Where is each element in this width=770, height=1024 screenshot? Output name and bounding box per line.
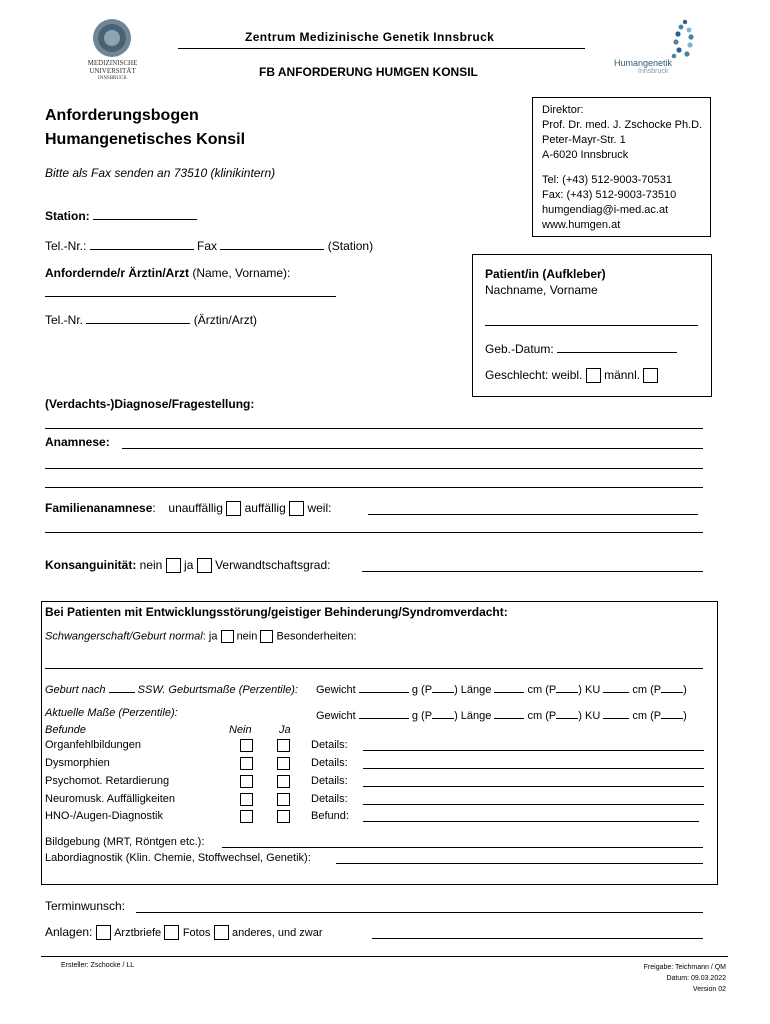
patient-title: Patient/in (Aufkleber) <box>485 267 606 281</box>
birth-ku-label: KU <box>584 684 601 696</box>
attachments-photos-label: Fotos <box>182 927 211 939</box>
consanguinity-degree-field[interactable] <box>362 571 703 572</box>
current-ku-unit: cm (P <box>632 710 662 722</box>
imaging-field[interactable] <box>222 847 703 848</box>
birth-ku-unit: cm (P <box>632 684 662 696</box>
finding-detail-label: Befund: <box>311 810 349 822</box>
current-length-label: Länge <box>460 710 492 722</box>
title-line-2: Humangenetisches Konsil <box>45 131 246 148</box>
station-fax-field[interactable] <box>220 238 324 250</box>
finding-detail-field[interactable] <box>363 804 704 805</box>
requester-row <box>45 266 290 280</box>
anamnese-field-2[interactable] <box>45 468 703 469</box>
patient-male-label: männl. <box>604 368 641 382</box>
pregnancy-special-label: Besonderheiten: <box>276 630 357 643</box>
patient-dob-label: Geb.-Datum: <box>485 342 554 356</box>
director-tel: Tel: (+43) 512-9003-70531 <box>542 174 672 186</box>
footer-release: Freigabe: Teichmann / QM <box>643 964 726 971</box>
birth-week-field[interactable] <box>109 681 135 693</box>
attachments-label: Anlagen: <box>45 925 93 939</box>
family-reason-label: weil: <box>307 501 332 515</box>
consanguinity-no-label: nein <box>139 558 163 572</box>
pregnancy-yes-checkbox[interactable] <box>221 630 234 643</box>
current-ku-label: KU <box>584 710 601 722</box>
pregnancy-no-label: nein <box>236 630 258 643</box>
finding-label: Neuromusk. Auffälligkeiten <box>45 793 176 805</box>
birth-prefix: Geburt nach <box>45 684 106 696</box>
footer-rule <box>41 956 728 957</box>
consanguinity-yes-label: ja <box>184 558 194 572</box>
patient-sex-row <box>485 368 658 383</box>
birth-weight-unit: g (P <box>411 684 433 696</box>
attachments-other-checkbox[interactable] <box>214 925 229 940</box>
uni-logo-line-3: INNSBRUCK <box>98 76 127 81</box>
requester-name-field[interactable] <box>45 296 336 297</box>
station-field[interactable] <box>93 208 197 220</box>
finding-detail-field[interactable] <box>363 750 704 751</box>
university-seal-icon <box>92 18 132 58</box>
humangenetik-logo <box>610 18 705 78</box>
anamnese-field-1[interactable] <box>122 448 703 449</box>
appointment-label: Terminwunsch: <box>45 899 126 913</box>
pregnancy-no-checkbox[interactable] <box>260 630 273 643</box>
director-website[interactable]: www.humgen.at <box>542 219 621 231</box>
current-ku-close: ) <box>683 710 687 722</box>
current-length-percentile-field[interactable] <box>556 707 578 719</box>
birth-ku-close: ) <box>683 684 687 696</box>
anamnese-label-text: Anamnese: <box>45 435 110 449</box>
current-weight-label: Gewicht <box>316 710 356 722</box>
dna-helix-icon <box>665 18 705 60</box>
title-line-1: Anforderungsbogen <box>45 107 199 124</box>
finding-no-checkbox[interactable] <box>240 739 253 752</box>
finding-no-checkbox[interactable] <box>240 757 253 770</box>
birth-length-unit: cm (P <box>527 684 557 696</box>
consanguinity-label: Konsanguinität: <box>45 558 137 572</box>
requester-note: (Name, Vorname): <box>192 266 291 280</box>
finding-label: Psychomot. Retardierung <box>45 775 170 787</box>
birth-weight-field[interactable] <box>359 681 409 693</box>
footer-date: Datum: 09.03.2022 <box>666 975 726 982</box>
current-weight-percentile-field[interactable] <box>432 707 454 719</box>
center-title: Zentrum Medizinische Genetik Innsbruck <box>245 30 495 44</box>
finding-detail-field[interactable] <box>363 768 704 769</box>
patient-box <box>472 254 712 397</box>
finding-yes-checkbox[interactable] <box>277 810 290 823</box>
university-logo <box>70 18 155 90</box>
birth-ku-field[interactable] <box>603 681 629 693</box>
lab-field[interactable] <box>336 863 703 864</box>
consanguinity-yes-checkbox[interactable] <box>197 558 212 573</box>
birth-length-close: ) <box>578 684 582 696</box>
station-tel-field[interactable] <box>90 238 194 250</box>
birth-measures-label <box>45 681 298 696</box>
station-tel-label: Tel.-Nr.: <box>45 239 87 253</box>
requester-tel-label: Tel.-Nr. <box>45 313 84 327</box>
director-email[interactable]: humgendiag@i-med.ac.at <box>542 204 669 216</box>
birth-mid-label: SSW. Geburtsmaße (Perzentile): <box>137 684 299 696</box>
family-abnormal-label: auffällig <box>244 501 286 515</box>
attachments-other-field[interactable] <box>372 938 703 939</box>
attachments-letters-label: Arztbriefe <box>114 927 162 939</box>
requester-label: Anfordernde/r Ärztin/Arzt <box>45 266 189 280</box>
attachments-other-label: anderes, und zwar <box>232 927 323 939</box>
family-field-2[interactable] <box>45 532 703 533</box>
current-ku-percentile-field[interactable] <box>661 707 683 719</box>
family-label: Familienanamnese <box>45 501 153 515</box>
director-street: Peter-Mayr-Str. 1 <box>542 134 626 146</box>
appointment-field[interactable] <box>136 912 703 913</box>
footer-release-block <box>644 962 726 995</box>
header-rule <box>178 48 585 49</box>
birth-measures-values <box>316 681 687 696</box>
patient-dob-row <box>485 341 677 356</box>
current-measures-values <box>316 707 687 722</box>
birth-ku-percentile-field[interactable] <box>661 681 683 693</box>
patient-name-label: Nachname, Vorname <box>485 283 598 297</box>
finding-yes-checkbox[interactable] <box>277 757 290 770</box>
pregnancy-row: Schwangerschaft/Geburt normal: ja nein Besonderheiten: <box>45 630 357 643</box>
requester-tel-suffix: (Ärztin/Arzt) <box>193 313 258 327</box>
form-title: FB ANFORDERUNG HUMGEN KONSIL <box>259 65 478 79</box>
findings-col-no: Nein <box>229 724 252 736</box>
birth-length-label: Länge <box>460 684 492 696</box>
patient-sex-label: Geschlecht: weibl. <box>485 368 583 382</box>
pregnancy-label: Schwangerschaft/Geburt normal <box>45 630 203 643</box>
finding-label: Organfehlbildungen <box>45 739 142 751</box>
finding-label: Dysmorphien <box>45 757 110 769</box>
director-label: Direktor: <box>542 104 584 116</box>
uni-logo-line-1: MEDIZINISCHE <box>87 59 138 67</box>
pregnancy-yes-label: ja <box>208 630 218 643</box>
finding-no-checkbox[interactable] <box>240 775 253 788</box>
fax-note: Bitte als Fax senden an 73510 (klinikintern) <box>45 166 276 180</box>
birth-weight-label: Gewicht <box>316 684 356 696</box>
station-label: Station: <box>45 209 90 223</box>
finding-yes-checkbox[interactable] <box>277 739 290 752</box>
sex-male-checkbox[interactable] <box>643 368 658 383</box>
station-row <box>45 208 197 223</box>
current-length-unit: cm (P <box>527 710 557 722</box>
finding-row <box>45 757 705 771</box>
consanguinity-degree-label: Verwandtschaftsgrad: <box>215 558 331 572</box>
finding-detail-label: Details: <box>311 775 348 787</box>
director-fax: Fax: (+43) 512-9003-73510 <box>542 189 677 201</box>
family-normal-label: unauffällig <box>168 501 223 515</box>
current-length-field[interactable] <box>494 707 524 719</box>
birth-weight-percentile-field[interactable] <box>432 681 454 693</box>
finding-detail-label: Details: <box>311 757 348 769</box>
director-name: Prof. Dr. med. J. Zschocke Ph.D. <box>542 119 703 131</box>
sex-female-checkbox[interactable] <box>586 368 601 383</box>
current-weight-unit: g (P <box>411 710 433 722</box>
uni-logo-line-2: UNIVERSITÄT <box>89 67 136 75</box>
current-ku-field[interactable] <box>603 707 629 719</box>
finding-row <box>45 793 705 807</box>
requester-tel-row <box>45 312 257 327</box>
patient-dob-field[interactable] <box>557 341 677 353</box>
birth-length-percentile-field[interactable] <box>556 681 578 693</box>
finding-row <box>45 810 705 824</box>
station-fax-label: Fax <box>197 239 218 253</box>
family-row: Familienanamnese: unauffällig auffällig weil: <box>45 501 332 515</box>
attachments-letters-checkbox[interactable] <box>96 925 111 940</box>
findings-col-yes: Ja <box>279 724 291 736</box>
station-tel-row <box>45 238 373 253</box>
humangenetik-logo-line-2: Innsbruck <box>638 68 669 75</box>
finding-row <box>45 775 705 789</box>
birth-weight-close: ) <box>454 684 458 696</box>
finding-detail-label: Details: <box>311 739 348 751</box>
findings-header: Befunde <box>45 724 86 736</box>
finding-yes-checkbox[interactable] <box>277 775 290 788</box>
finding-yes-checkbox[interactable] <box>277 793 290 806</box>
current-length-close: ) <box>578 710 582 722</box>
attachments-photos-checkbox[interactable] <box>164 925 179 940</box>
diagnosis-field[interactable] <box>45 428 703 429</box>
consanguinity-row <box>45 558 330 573</box>
pregnancy-special-field[interactable] <box>45 668 703 669</box>
finding-detail-field[interactable] <box>363 786 704 787</box>
lab-label: Labordiagnostik (Klin. Chemie, Stoffwechsel, Genetik): <box>45 852 311 864</box>
current-measures-label: Aktuelle Maße (Perzentile): <box>45 707 178 719</box>
finding-detail-field[interactable] <box>363 821 699 822</box>
current-weight-close: ) <box>454 710 458 722</box>
family-abnormal-checkbox[interactable] <box>289 501 304 516</box>
humangenetik-logo-line-1: Humangenetik <box>614 58 673 68</box>
requester-tel-field[interactable] <box>86 312 190 324</box>
finding-detail-label: Details: <box>311 793 348 805</box>
footer-version: Version 02 <box>692 986 726 993</box>
form-main-title <box>45 104 245 152</box>
family-reason-field[interactable] <box>368 514 698 515</box>
imaging-label: Bildgebung (MRT, Röntgen etc.): <box>45 836 205 848</box>
attachments-row <box>45 925 323 940</box>
dev-section-title: Bei Patienten mit Entwicklungsstörung/geistiger Behinderung/Syndromverdacht: <box>45 605 508 619</box>
birth-length-field[interactable] <box>494 681 524 693</box>
current-weight-field[interactable] <box>359 707 409 719</box>
station-suffix: (Station) <box>327 239 374 253</box>
finding-label: HNO-/Augen-Diagnostik <box>45 810 163 822</box>
family-normal-checkbox[interactable] <box>226 501 241 516</box>
finding-no-checkbox[interactable] <box>240 810 253 823</box>
patient-name-field[interactable] <box>485 325 698 326</box>
finding-row <box>45 739 705 753</box>
anamnese-field-3[interactable] <box>45 487 703 488</box>
consanguinity-no-checkbox[interactable] <box>166 558 181 573</box>
footer-author: Ersteller: Zschocke / LL <box>61 962 135 969</box>
diagnosis-label: (Verdachts-)Diagnose/Fragestellung: <box>45 397 255 411</box>
finding-no-checkbox[interactable] <box>240 793 253 806</box>
director-city: A-6020 Innsbruck <box>542 149 629 161</box>
director-box <box>532 97 711 237</box>
